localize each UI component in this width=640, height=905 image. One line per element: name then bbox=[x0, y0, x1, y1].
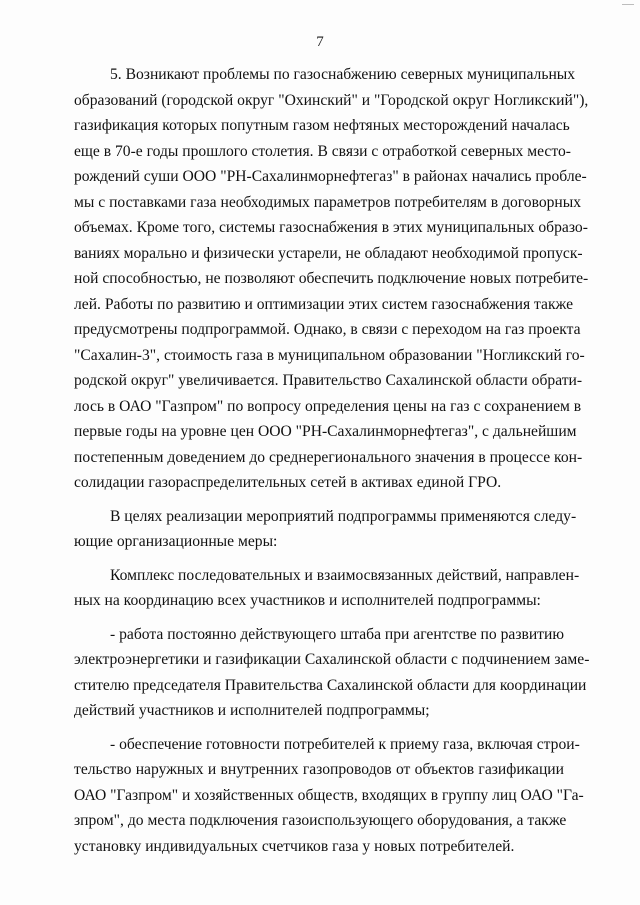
text-line: предусмотрены подпрограммой. Однако, в связи с переходом на газ проекта bbox=[74, 321, 581, 338]
text-line: лось в ОАО "Газпром" по вопросу определения цены на газ с сохранением в bbox=[74, 397, 582, 415]
scan-corner-mark bbox=[622, 4, 634, 12]
text-line: "Сахалин-3", стоимость газа в муниципальном образовании "Ногликский го- bbox=[74, 346, 585, 364]
text-line: мы с поставками газа необходимых параметров потребителям в договорных bbox=[74, 193, 582, 211]
paragraph bbox=[74, 563, 580, 614]
text-line: родской округ" увеличивается. Правительство Сахалинской области обрати- bbox=[74, 372, 583, 389]
text-line: солидации газораспределительных сетей в активах единой ГРО. bbox=[74, 474, 502, 491]
text-line: ной способностью, не позволяют обеспечить подключение новых потребите- bbox=[74, 270, 589, 287]
text-line: рождений суши ООО "РН-Сахалинморнефтегаз" в районах начались пробле- bbox=[74, 168, 587, 185]
text-line: В целях реализации мероприятий подпрограммы применяются следу- bbox=[110, 507, 577, 525]
paragraph bbox=[74, 62, 589, 496]
text-line: газификация которых попутным газом нефтяных месторождений началась bbox=[74, 117, 570, 134]
text-line: еще в 70-е годы прошлого столетия. В связи с отработкой северных место- bbox=[74, 142, 571, 160]
paragraph bbox=[74, 504, 577, 555]
document-body bbox=[74, 62, 590, 859]
text-line: действий участников и исполнителей подпрограммы; bbox=[74, 702, 430, 719]
paragraph bbox=[74, 732, 584, 860]
text-line: ющие организационные меры: bbox=[74, 533, 278, 550]
text-line: ных на координацию всех участников и исполнителей подпрограммы: bbox=[74, 592, 541, 609]
text-line: 5. Возникают проблемы по газоснабжению северных муниципальных bbox=[110, 66, 576, 83]
text-line: первые годы на уровне цен ООО "РН-Сахалинморнефтегаз", с дальнейшим bbox=[74, 423, 577, 440]
page-number: 7 bbox=[316, 34, 324, 50]
text-line: ваниях морально и физически устарели, не обладают необходимой пропуск- bbox=[74, 244, 583, 262]
paragraph-gap bbox=[74, 724, 564, 732]
paragraph-gap bbox=[74, 555, 564, 563]
text-line: постепенным доведением до среднерегионального значения в процессе кон- bbox=[74, 448, 583, 466]
text-line: - работа постоянно действующего штаба при агентстве по развитию bbox=[110, 625, 564, 643]
text-line: Комплекс последовательных и взаимосвязанных действий, направлен- bbox=[110, 566, 580, 584]
text-line: стителю председателя Правительства Сахалинской области для координации bbox=[74, 676, 587, 694]
text-line: ОАО "Газпром" и хозяйственных обществ, входящих в группу лиц ОАО "Га- bbox=[74, 786, 584, 804]
text-line: лей. Работы по развитию и оптимизации этих систем газоснабжения также bbox=[74, 295, 574, 313]
text-line: тельство наружных и внутренних газопроводов от объектов газификации bbox=[74, 761, 564, 778]
text-line: электроэнергетики и газификации Сахалинской области с подчинением заме- bbox=[74, 651, 590, 668]
text-line: установку индивидуальных счетчиков газа у новых потребителей. bbox=[74, 837, 515, 855]
text-line: объемах. Кроме того, системы газоснабжения в этих муниципальных образо- bbox=[74, 219, 588, 236]
text-line: зпром", до места подключения газоиспользующего оборудования, а также bbox=[74, 812, 567, 829]
text-line: - обеспечение готовности потребителей к приему газа, включая строи- bbox=[110, 735, 580, 753]
paragraph-gap bbox=[74, 614, 564, 622]
paragraph-gap bbox=[74, 496, 564, 504]
text-line: образований (городской округ "Охинский" и "Городской округ Ногликский"), bbox=[74, 91, 589, 109]
paragraph bbox=[74, 622, 590, 724]
